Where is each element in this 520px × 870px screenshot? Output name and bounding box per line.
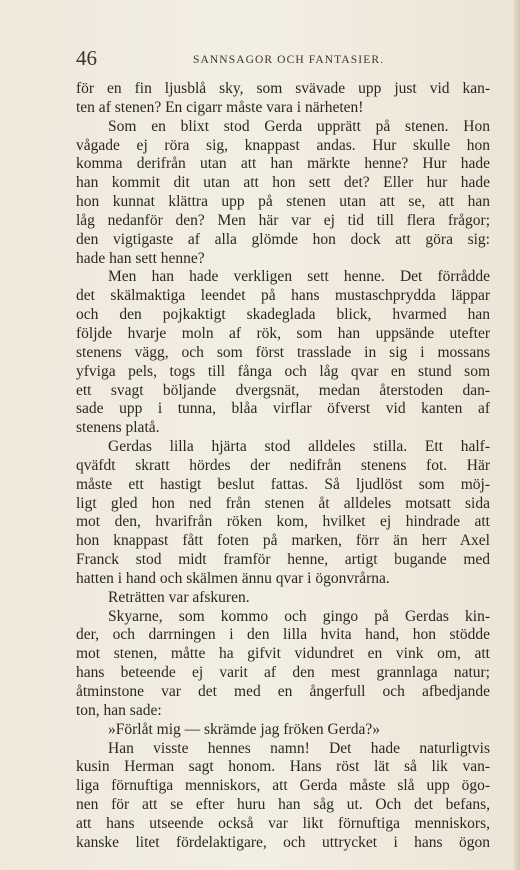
text-line: hade han sett henne? xyxy=(76,249,205,267)
text-line: att hans utseende också var likt förnuftiga menniskors, xyxy=(76,814,490,832)
text-line: ett svagt böljande dvergsnät, medan återstoden dan- xyxy=(76,381,490,399)
body-text xyxy=(76,80,490,853)
text-line: kusin Herman sagt honom. Hans röst lät så lik van- xyxy=(76,758,490,776)
text-line: Han visste hennes namn! Det hade naturligtvis xyxy=(108,739,490,757)
text-line: mot stenen, måtte ha gifvit vidundret en vink om, att xyxy=(76,645,490,663)
text-line: ligt gled hon ned från stenen åt alldeles motsatt sida xyxy=(76,494,490,512)
text-line: det skälmaktiga leendet på hans mustaschprydda läppar xyxy=(76,287,490,305)
text-line: för en fin ljusblå sky, som svävade upp just vid kan- xyxy=(76,80,490,97)
text-line: och den pojkaktigt skadeglada blick, hvarmed han xyxy=(76,306,490,324)
text-line: stenens vägg, och som först trasslade in sig i mossans xyxy=(76,343,490,361)
text-line: »Förlåt mig — skrämde jag fröken Gerda?» xyxy=(108,720,381,738)
text-line: låg nedanför den? Men här var ej tid till flera frågor; xyxy=(76,211,490,229)
text-line: Reträtten var afskuren. xyxy=(108,588,250,606)
text-line: qväfdt skratt hördes der nedifrån stenens fot. Här xyxy=(76,456,490,474)
text-line: måste ett hastigt beslut fattas. Så ljudlöst som möj- xyxy=(76,475,490,493)
running-head: SANNSAGOR OCH FANTASIER. xyxy=(193,54,385,66)
text-line: följde hvarje moln af rök, som han uppsände utefter xyxy=(76,324,490,342)
text-line: hon knappast fått foten på marken, förr än herr Axel xyxy=(76,532,490,550)
text-line: Men han hade verkligen sett henne. Det förrådde xyxy=(108,268,490,286)
text-line: sade upp i tunna, blåa virflar öfverst vid kanten af xyxy=(76,400,490,418)
text-line: kanske litet fördelaktigare, och uttrycket i hans ögon xyxy=(76,833,490,851)
text-line: Gerdas lilla hjärta stod alldeles stilla. Ett half- xyxy=(108,438,490,456)
text-line: Skyarne, som kommo och gingo på Gerdas kin- xyxy=(108,607,490,625)
text-line: stenens platå. xyxy=(76,419,160,437)
text-line: hatten i hand och skälmen ännu qvar i ögonvrårna. xyxy=(76,569,390,587)
page-header xyxy=(76,46,490,70)
text-line: yfviga pels, togs till fånga och låg qvar en stund som xyxy=(76,362,490,380)
text-line: komma derifrån utan att han märkte henne? Hur hade xyxy=(76,155,490,173)
text-line: ten af stenen? En cigarr måste vara i närheten! xyxy=(76,98,364,116)
text-line: Som en blixt stod Gerda upprätt på stenen. Hon xyxy=(108,117,490,135)
text-line: mot den, hvarifrån röken kom, hvilket ej hindrade att xyxy=(76,513,490,531)
text-line: hon kunnat klättra upp på stenen utan att se, att han xyxy=(76,193,490,211)
text-line: han kommit dit utan att hon sett det? Eller hur hade xyxy=(76,174,490,192)
text-line: den vigtigaste af alla glömde hon dock att göra sig: xyxy=(76,230,490,248)
text-line: Franck stod midt framför henne, artigt bugande med xyxy=(76,551,490,569)
text-line: åtminstone var det med en ångerfull och afbedjande xyxy=(76,683,490,700)
text-line: vågade ej röra sig, knappast andas. Hur skulle hon xyxy=(76,136,490,154)
text-line: der, och darrningen i den lilla hvita hand, hon stödde xyxy=(76,626,490,644)
text-line: nen för att se efter huru han såg ut. Och det befans, xyxy=(76,796,490,814)
page-edge xyxy=(514,0,520,870)
page-number: 46 xyxy=(76,46,97,70)
text-line: liga förnuftiga menniskors, att Gerda måste slå upp ögo- xyxy=(76,777,490,795)
text-line: ton, han sade: xyxy=(76,701,162,719)
text-line: hans beteende ej varit af den mest grannlaga natur; xyxy=(76,664,490,682)
